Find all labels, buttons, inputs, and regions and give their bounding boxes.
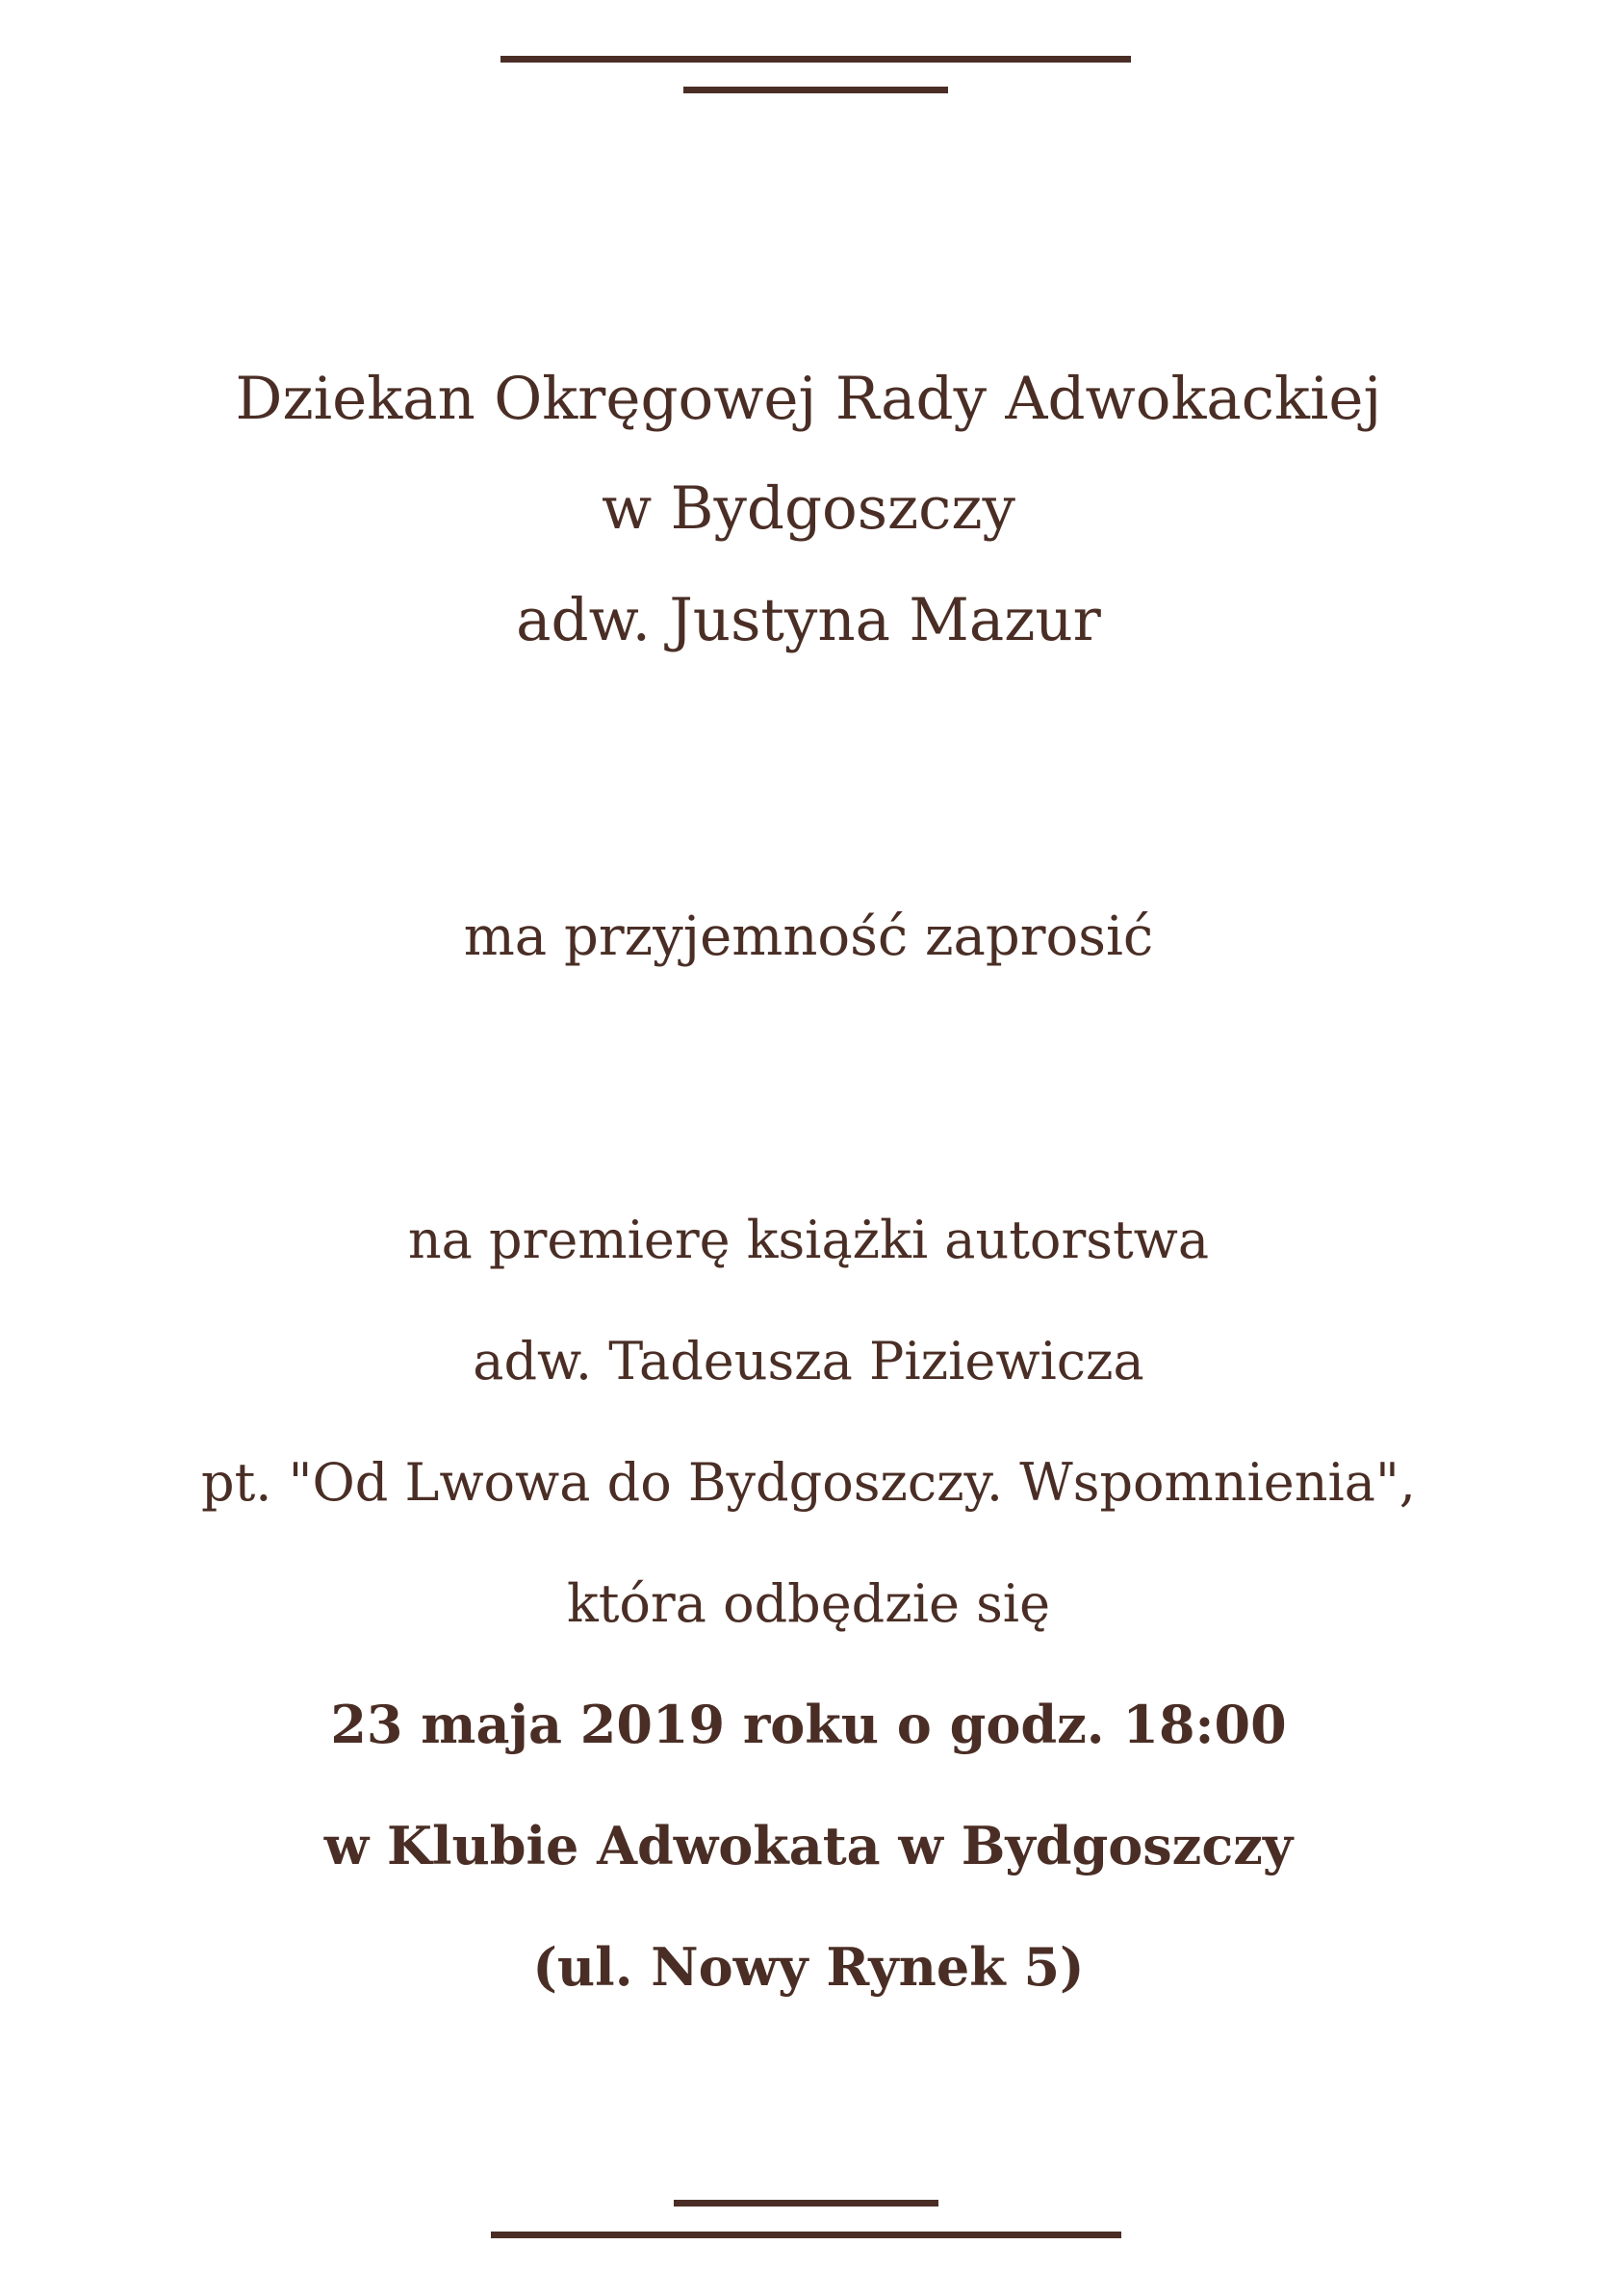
event-occurrence-line: która odbędzie się (566, 1573, 1051, 1634)
event-date-time: 23 maja 2019 roku o godz. 18:00 (330, 1694, 1287, 1755)
header-title-line: Dziekan Okręgowej Rady Adwokackiej (235, 365, 1382, 433)
event-description-line: na premierę książki autorstwa (407, 1210, 1210, 1270)
invitation-intro: ma przyjemność zaprosić (463, 906, 1154, 968)
event-venue: w Klubie Adwokata w Bydgoszczy (323, 1815, 1294, 1876)
event-author-line: adw. Tadeusza Piziewicza (473, 1331, 1144, 1391)
bottom-decorative-rule-long (491, 2232, 1121, 2238)
top-decorative-rule-long (500, 56, 1131, 63)
bottom-decorative-rule-short (674, 2200, 938, 2207)
header-city-line: w Bydgoszczy (602, 474, 1015, 543)
event-book-title-line: pt. "Od Lwowa do Bydgoszczy. Wspomnienia", (201, 1452, 1416, 1513)
top-decorative-rule-short (683, 87, 948, 93)
event-address: (ul. Nowy Rynek 5) (532, 1936, 1085, 1998)
header-name-line: adw. Justyna Mazur (516, 586, 1101, 654)
